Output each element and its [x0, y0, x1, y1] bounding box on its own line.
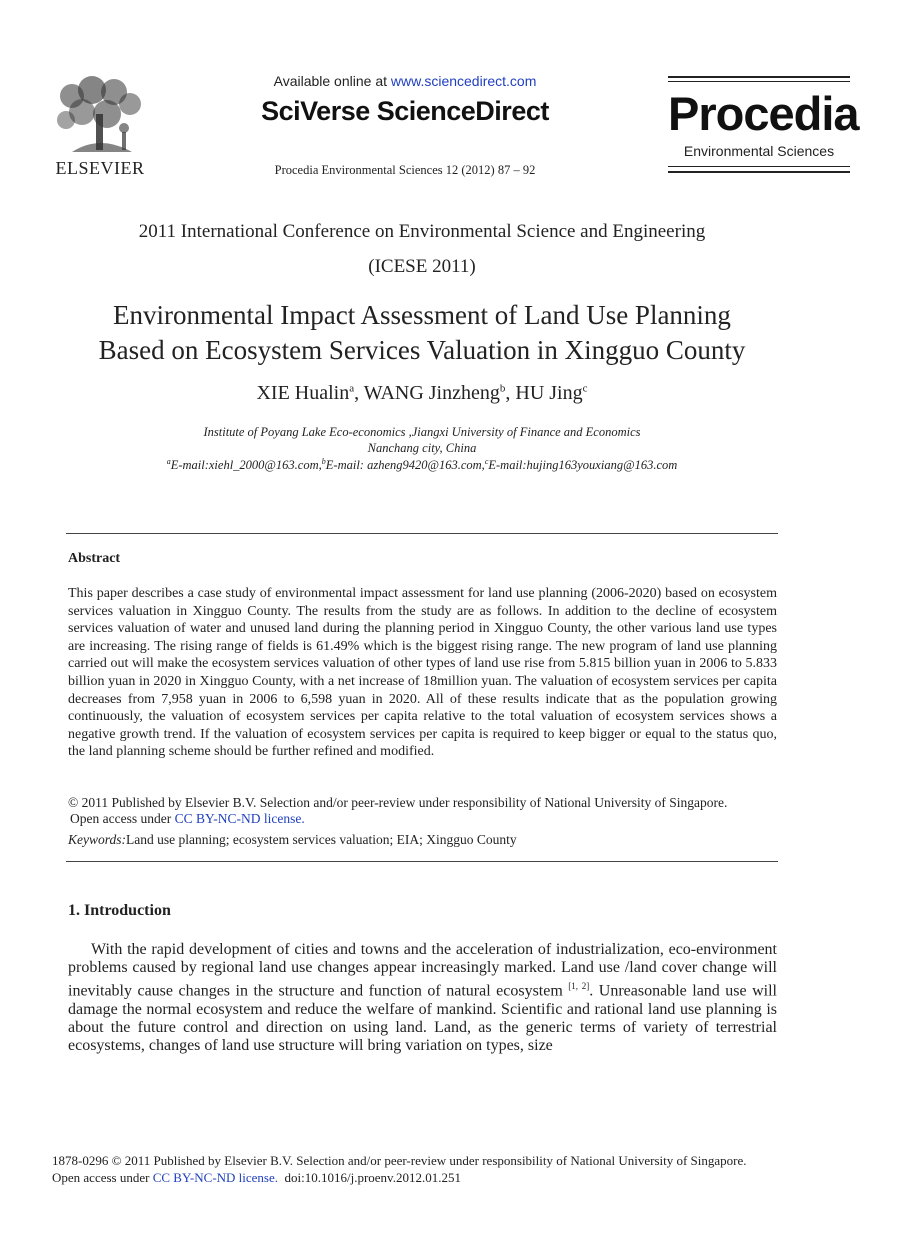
open-access-label: Open access under — [70, 811, 175, 826]
footer-license-doi — [52, 1170, 461, 1186]
journal-reference: Procedia Environmental Sciences 12 (2012) 87 – 92 — [274, 163, 536, 177]
doi[interactable]: doi:10.1016/j.proenv.2012.01.251 — [284, 1170, 461, 1185]
email-mark: b — [321, 457, 326, 466]
abstract-bottom-rule — [66, 861, 778, 862]
keywords-line — [68, 832, 517, 848]
paper-title-line-2: Based on Ecosystem Services Valuation in Xingguo County — [98, 335, 746, 365]
keywords-list: Land use planning; ecosystem services valuation; EIA; Xingguo County — [126, 832, 517, 847]
abstract-top-rule — [66, 533, 778, 534]
author-affiliation-mark: c — [582, 382, 588, 395]
affiliation-city: Nanchang city, China — [367, 441, 477, 455]
intro-text-part-1: With the rapid development of cities and towns and the acceleration of industrialization, eco-environment problems caused by regional land use changes appear increasingly marked. Land use /land cover change will inevitably cause changes in the structure and function of natural ecosystem — [68, 941, 777, 1000]
abstract-heading: Abstract — [68, 551, 121, 566]
available-online-line — [200, 73, 610, 89]
footer-open-access-label: Open access under — [52, 1170, 153, 1185]
affiliation-institute: Institute of Poyang Lake Eco-economics ,Jiangxi University of Finance and Economics — [203, 425, 641, 439]
intro-text-part-2: . Unreasonable land use will damage the normal ecosystem and reduce the welfare of mankind. Scientific and rational land use planning is about the future control and direction on using land. Land, as the generic terms of variety of terrestrial ecosystems, changes of land use structure will bring variation on types, size — [68, 982, 778, 1055]
open-access-line — [70, 811, 305, 827]
license-link[interactable]: CC BY-NC-ND license. — [174, 811, 305, 826]
conference-acronym: (ICESE 2011) — [368, 256, 476, 277]
email-address[interactable]: E-mail: azheng9420@163.com, — [325, 458, 485, 473]
paper-title-line-1: Environmental Impact Assessment of Land Use Planning — [113, 300, 731, 330]
paper-title — [40, 298, 804, 368]
author-name: WANG Jinzheng — [363, 382, 500, 404]
introduction-text — [68, 941, 777, 1056]
footer-license-link[interactable]: CC BY-NC-ND license. — [152, 1170, 279, 1185]
abstract-text: This paper describes a case study of environmental impact assessment for land use planning (2006-2020) based on ecosystem services valuation in Xingguo County. The results from the study are as follows. In addition to the decline of ecosystem services valuation of water and unused land during the planning period in Xingguo County, the other various land use types are increasing. The rising range of fields is 61.49% which is the biggest rising range. The new program of land use planning carried out will make the ecosystem services valuation of other types of land use rise from 5.815 billion yuan in 2006 to 5.833 billion yuan in 2020 in Xingguo County, with a net increase of 18million yuan. The valuation of ecosystem services per capita decreases from 7,958 yuan in 2006 to 6,598 yuan in 2020. All of these results indicate that as the population growing continuously, the valuation of ecosystem services per capita relative to the total valuation of ecosystem services shows a negative growth trend. If the valuation of ecosystem services per capita is required to keep bigger or equal to the status quo, the land planning scheme should be further refined and modified. — [68, 586, 777, 760]
sciverse-sciencedirect-logo: SciVerse ScienceDirect — [261, 96, 549, 126]
citation-ref[interactable]: [1, 2] — [568, 981, 590, 992]
email-address[interactable]: E-mail:hujing163youxiang@163.com — [488, 458, 678, 473]
procedia-rule-bottom-thin — [668, 166, 850, 167]
email-mark: a — [166, 457, 171, 466]
section-heading-introduction: 1. Introduction — [68, 902, 171, 919]
keywords-label: Keywords: — [68, 832, 126, 847]
available-online-label: Available online at — [273, 73, 391, 89]
email-mark: c — [484, 457, 489, 466]
elsevier-wordmark: ELSEVIER — [55, 158, 145, 178]
author-list — [60, 382, 784, 405]
copyright-statement: © 2011 Published by Elsevier B.V. Selection and/or peer-review under responsibility of National University of Singapore. — [68, 795, 728, 810]
procedia-rule-bottom — [668, 171, 850, 173]
author-separator: , — [354, 382, 364, 404]
procedia-logo: Procedia — [668, 87, 859, 140]
tree-icon — [52, 74, 148, 158]
footer-copyright: 1878-0296 © 2011 Published by Elsevier B.V. Selection and/or peer-review under responsibility of National University of Singapore. — [52, 1153, 747, 1168]
author-affiliation-mark: a — [349, 382, 355, 395]
procedia-subtitle: Environmental Sciences — [683, 143, 835, 159]
conference-name: 2011 International Conference on Environmental Science and Engineering — [138, 221, 706, 242]
email-address[interactable]: E-mail:xiehl_2000@163.com, — [170, 458, 322, 473]
procedia-rule-top — [668, 76, 850, 78]
procedia-rule-top-thin — [668, 81, 850, 82]
author-name: XIE Hualin — [256, 382, 350, 404]
author-affiliation-mark: b — [499, 382, 506, 395]
sciencedirect-link[interactable]: www.sciencedirect.com — [390, 73, 537, 89]
author-separator: , — [505, 382, 516, 404]
author-name: HU Jing — [515, 382, 583, 404]
author-emails — [60, 457, 784, 473]
